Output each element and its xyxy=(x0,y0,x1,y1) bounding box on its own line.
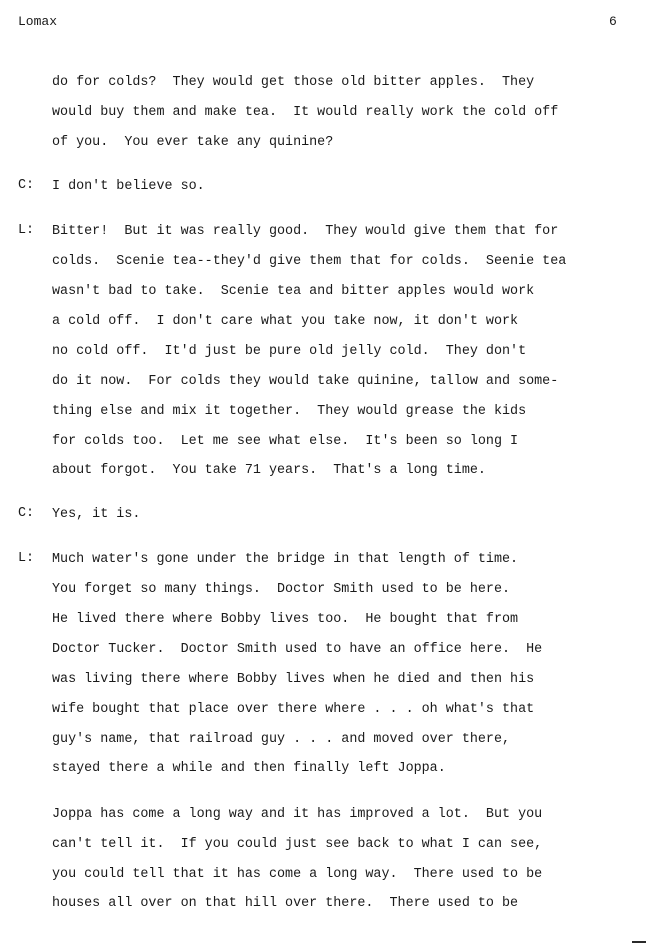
transcript-line: about forgot. You take 71 years. That's a long time. xyxy=(52,463,486,478)
transcript-line: do for colds? They would get those old bitter apples. They xyxy=(52,75,535,90)
speaker-label: C: xyxy=(18,178,35,193)
transcript-line: Bitter! But it was really good. They would give them that for xyxy=(52,224,559,239)
transcript-line: colds. Scenie tea--they'd give them that for colds. Seenie tea xyxy=(52,254,567,269)
speaker-label: C: xyxy=(18,506,35,521)
transcript-line: of you. You ever take any quinine? xyxy=(52,135,334,150)
transcript-line: I don't believe so. xyxy=(52,179,205,194)
scan-edge-mark xyxy=(632,941,646,943)
transcript-line: Much water's gone under the bridge in that length of time. xyxy=(52,552,519,567)
speaker-label: L: xyxy=(18,223,35,238)
transcript-line: guy's name, that railroad guy . . . and moved over there, xyxy=(52,732,511,747)
transcript-line: He lived there where Bobby lives too. He bought that from xyxy=(52,612,519,627)
transcript-line: stayed there a while and then finally left Joppa. xyxy=(52,761,446,776)
transcript-line: wasn't bad to take. Scenie tea and bitter apples would work xyxy=(52,284,535,299)
transcript-line: Yes, it is. xyxy=(52,507,141,522)
transcript-line: for colds too. Let me see what else. It's been so long I xyxy=(52,434,519,449)
transcript-line: you could tell that it has come a long way. There used to be xyxy=(52,867,543,882)
transcript-line: was living there where Bobby lives when he died and then his xyxy=(52,672,535,687)
transcript-line: wife bought that place over there where . . . oh what's that xyxy=(52,702,535,717)
transcript-line: houses all over on that hill over there. There used to be xyxy=(52,896,519,911)
page-header-name: Lomax xyxy=(18,14,58,29)
transcript-line: Doctor Tucker. Doctor Smith used to have an office here. He xyxy=(52,642,543,657)
transcript-line: would buy them and make tea. It would really work the cold off xyxy=(52,105,559,120)
transcript-line: no cold off. It'd just be pure old jelly cold. They don't xyxy=(52,344,527,359)
transcript-line: do it now. For colds they would take quinine, tallow and some- xyxy=(52,374,559,389)
page-number: 6 xyxy=(609,14,617,29)
transcript-line: You forget so many things. Doctor Smith used to be here. xyxy=(52,582,511,597)
speaker-label: L: xyxy=(18,551,35,566)
transcript-line: Joppa has come a long way and it has improved a lot. But you xyxy=(52,807,543,822)
transcript-line: can't tell it. If you could just see back to what I can see, xyxy=(52,837,543,852)
transcript-line: a cold off. I don't care what you take now, it don't work xyxy=(52,314,519,329)
transcript-line: thing else and mix it together. They would grease the kids xyxy=(52,404,527,419)
